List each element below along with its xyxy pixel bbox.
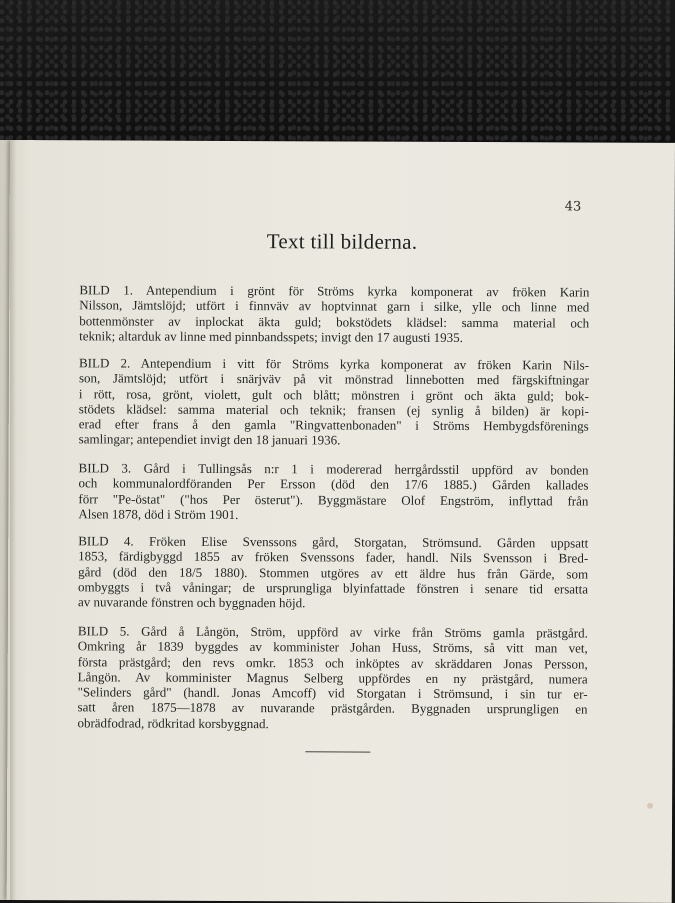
caption-line: ombyggts i två våningar; de ursprungliga blyinfattade fönstren i senare tid ersatta: [78, 579, 589, 597]
caption-line: Alsen 1878, död i Ström 1901.: [78, 506, 239, 522]
caption-line: stödets klädsel: samma material och teknik; fransen (ej synlig å bilden) är kopi-: [78, 401, 589, 419]
caption-line: första prästgård; den revs omkr. 1853 och inköptes av skräddaren Jonas Persson,: [77, 653, 588, 672]
caption-line: satt åren 1875—1878 av nuvarande prästgården. Byggnaden ursprungligen en: [77, 699, 588, 718]
caption-line: och kommunalordföranden Per Ersson (död den 17/6 1885.) Gården kallades: [78, 475, 589, 493]
caption-line: obrädfodrad, rödkritad korsbyggnad.: [77, 715, 269, 731]
page-binding-shadow: [10, 140, 16, 900]
page-number: 43: [564, 199, 582, 215]
caption-line: 1853, färdigbyggd 1855 av fröken Svenssons fader, handl. Nils Svensson i Bred-: [78, 548, 589, 566]
caption-line: BILD 5. Gård å Långön, Ström, uppförd av virke från Ströms gamla prästgård.: [77, 623, 588, 641]
caption-bild-2: [79, 355, 589, 449]
caption-line: av nuvarande fönstren och byggnaden höjd.: [77, 594, 306, 611]
caption-line: son, Jämtslöjd; utfört i snärjväv på vit mönstrad linnebotten med färgskiftningar: [78, 370, 589, 388]
section-divider: [305, 751, 370, 752]
caption-line: samlingar; antependiet invigt den 18 januari 1936.: [78, 431, 341, 448]
caption-line: gård (död den 18/5 1880). Stommen utgöres av ett äldre hus från Gärde, som: [78, 563, 589, 582]
caption-line: i rött, rosa, grönt, violett, gult och blått; mönstren i grönt och äkta guld; bok-: [78, 385, 589, 404]
caption-line: "Selinders gård" (handl. Jonas Amcoff) vid Storgatan i Strömsund, i sin tur er-: [77, 684, 588, 702]
caption-line: teknik; altarduk av linne med pinnbandsspets; invigt den 17 augusti 1935.: [79, 328, 463, 345]
caption-bild-5: [77, 623, 587, 732]
caption-line: förr "Pe-östat" ("hos Per österut"). Byggmästare Olof Engström, inflyttad från: [78, 490, 589, 509]
dark-background: [0, 0, 675, 160]
paper-stain: [647, 803, 653, 809]
caption-bild-4: [78, 533, 588, 612]
page-title: Text till bilderna.: [266, 229, 418, 254]
caption-line: BILD 4. Fröken Elise Svenssons gård, Storgatan, Strömsund. Gården uppsatt: [78, 533, 589, 551]
caption-line: BILD 2. Antependium i vitt för Ströms kyrka komponerat av fröken Karin Nils-: [78, 355, 590, 373]
caption-line: bottenmönster av inplockat äkta guld; bokstödets klädsel: samma material och: [79, 312, 590, 331]
caption-line: Omkring år 1839 byggdes av komminister Johan Huss, Ströms, så vitt man vet,: [77, 638, 588, 656]
document-page: [7, 140, 675, 903]
caption-bild-1: [79, 282, 589, 345]
caption-line: BILD 1. Antependium i grönt för Ströms kyrka komponerat av fröken Karin: [79, 282, 590, 300]
caption-line: erad efter frans å den gamla "Ringvattenbonaden" i Ströms Hembygdsförenings: [78, 416, 589, 434]
caption-line: Nilsson, Jämtslöjd; utfört i finnväv av hoptvinnat garn i silke, ylle och linne med: [79, 297, 590, 315]
caption-line: BILD 3. Gård i Tullingsås n:r 1 i modererad herrgårdsstil uppförd av bonden: [78, 460, 589, 478]
caption-bild-3: [78, 460, 588, 523]
caption-line: Långön. Av komminister Magnus Selberg uppfördes en ny prästgård, numera: [77, 669, 588, 687]
